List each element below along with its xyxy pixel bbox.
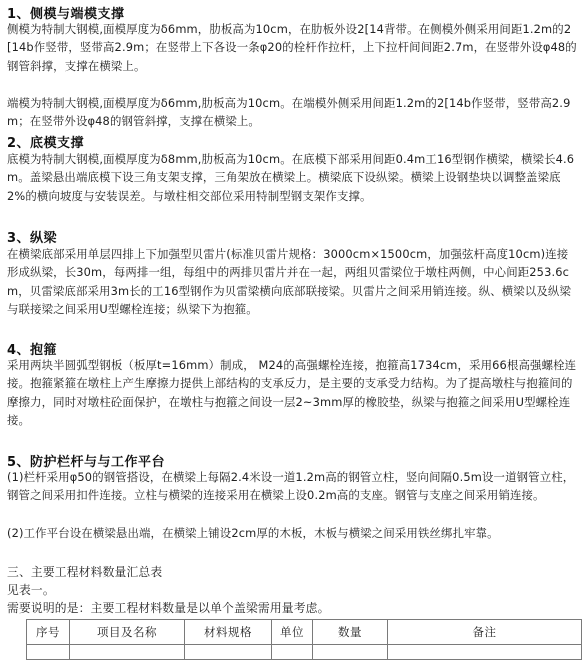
note-text: 需要说明的是：主要工程材料数量是以单个盖梁需用量考虑。 [7, 601, 330, 615]
table-cell [272, 645, 313, 660]
section-heading-3: 3、纵梁 [7, 231, 58, 246]
table-cell [185, 645, 272, 660]
section-heading-5: 5、防护栏杆与与工作平台 [7, 455, 166, 470]
section-2-paragraph-1: 底模为特制大钢模,面模厚度为δ8mm,肋板高为10cm。在底模下部采用间距0.4m工16型钢作横梁，横梁长4.6m。盖梁悬出端底模下设三角支架支撑，三角架放在横梁上。横梁底下设纵梁。横梁上设钢垫块以调整盖梁底2%的横向坡度与安装误差。与墩柱相交部位采用特制型钢支架作支撑。 [7, 152, 575, 203]
see-table-text: 见表一。 [7, 583, 55, 597]
section-3-paragraph-1: 在横梁底部采用单层四排上下加强型贝雷片(标准贝雷片规格：3000cm×1500cm，加强弦杆高度10cm)连接形成纵梁，长30m，每两排一组，每组中的两排贝雷片并在一起，两组贝雷梁位于墩柱两侧，中心间距253.6cm，贝雷梁底部采用3m长的工16型钢作为贝雷梁横向底部联接梁。贝雷片之间采用销连接。纵、横梁以及纵梁与联接梁之间采用U型螺栓连接；纵梁下为抱箍。 [7, 247, 572, 317]
section-1-paragraph-1: 侧模为特制大钢模,面模厚度为δ6mm，肋板高为10cm，在肋板外设2[14背带。在侧模外侧采用间距1.2m的2[14b作竖带，竖带高2.9m；在竖带上下各设一条φ20的栓杆作拉杆，上下拉杆间间距2.7m，在竖带外设φ48的钢管斜撑，支撑在横梁上。 [7, 22, 577, 73]
section-heading-1: 1、侧模与端模支撑 [7, 7, 125, 22]
table-cell [388, 645, 582, 660]
section-5-paragraph-1: (1)栏杆采用φ50的钢管搭设，在横梁上每隔2.4米设一道1.2m高的钢管立柱，竖向间隔0.5m设一道钢管立柱，钢管之间采用扣件连接。立柱与横梁的连接采用在横梁上设0.2m高的支座。钢管与支座之间采用销连接。 [7, 470, 575, 503]
col-header-remarks: 备注 [388, 620, 582, 645]
table-cell [27, 645, 70, 660]
col-header-unit: 单位 [272, 620, 313, 645]
section-1-paragraph-2: 端模为特制大钢模,面模厚度为δ6mm,肋板高为10cm。在端模外侧采用间距1.2m的2[14b作竖带，竖带高2.9m；在竖带外设φ48的钢管斜撑，支撑在横梁上。 [7, 96, 571, 129]
materials-table [26, 619, 582, 660]
col-header-index: 序号 [27, 620, 70, 645]
section-5-paragraph-2: (2)工作平台设在横梁悬出端，在横梁上铺设2cm厚的木板，木板与横梁之间采用铁丝绑扎牢靠。 [7, 526, 499, 540]
table-row [27, 645, 582, 660]
col-header-quantity: 数量 [313, 620, 388, 645]
table-cell [313, 645, 388, 660]
section-heading-2: 2、底模支撑 [7, 136, 85, 151]
table-header-row [27, 620, 582, 645]
materials-section-title: 三、主要工程材料数量汇总表 [7, 565, 163, 579]
section-4-paragraph-1: 采用两块半圆弧型钢板（板厚t=16mm）制成， M24的高强螺栓连接，抱箍高1734cm，采用66根高强螺栓连接。抱箍紧箍在墩柱上产生摩擦力提供上部结构的支承反力，是主要的支承受力结构。为了提高墩柱与抱箍间的摩擦力，同时对墩柱砼面保护，在墩柱与抱箍之间设一层2~3mm厚的橡胶垫，纵梁与抱箍之间采用U型螺栓连接。 [7, 358, 577, 428]
col-header-spec: 材料规格 [185, 620, 272, 645]
section-heading-4: 4、抱箍 [7, 343, 58, 358]
col-header-item: 项目及名称 [70, 620, 185, 645]
table-cell [70, 645, 185, 660]
